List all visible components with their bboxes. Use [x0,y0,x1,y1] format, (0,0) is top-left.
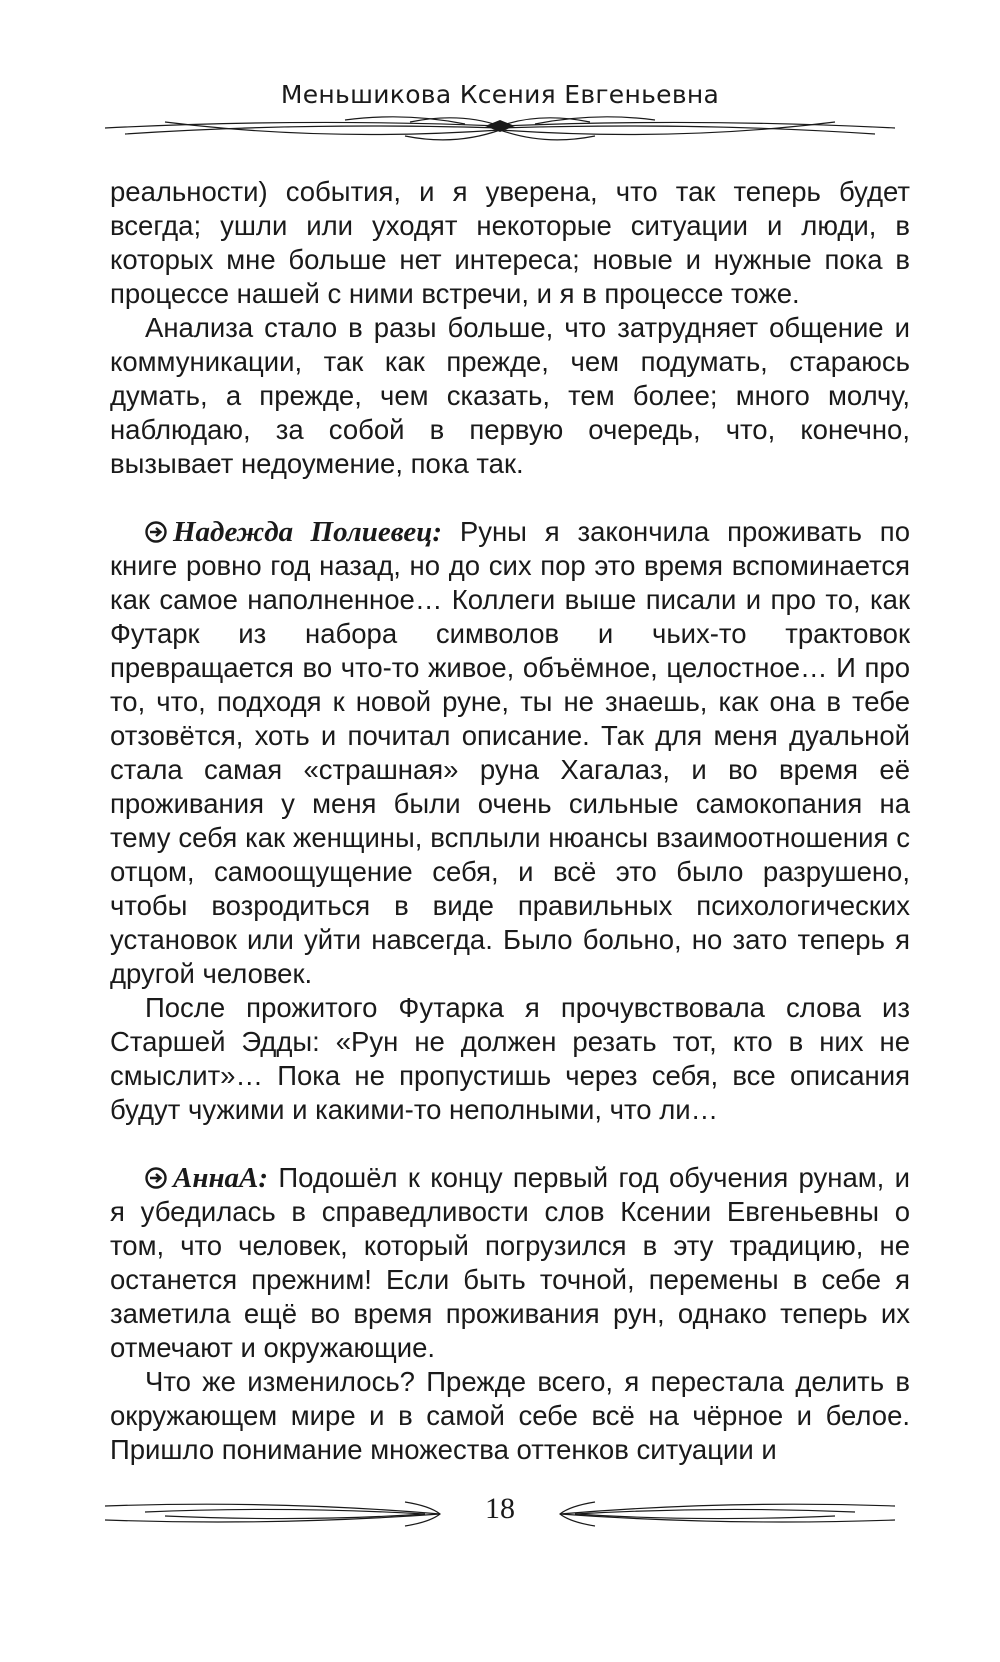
testimonial-paragraph [110,515,910,991]
page-number: 18 [485,1492,515,1525]
running-head-title: Меньшикова Ксения Евгеньевна [280,80,720,109]
circle-arrow-bullet-icon [145,521,167,543]
paragraph: После прожитого Футарка я прочувствовала слова из Старшей Эдды: «Рун не должен резать тот, кто в них не смыслит»… Пока не пропустишь через себя, все описания будут чужими и какими-то неполными, что ли… [110,992,910,1125]
speaker-name: Надежда Полиевец: [173,516,443,548]
paragraph: Анализа стало в разы больше, что затрудняет общение и коммуникации, так как прежде, чем подумать, стараюсь думать, а прежде, чем сказать, тем более; много молчу, наблюдаю, за собой в первую очередь, что, конечно, вызывает недоумение, пока так. [110,312,910,479]
testimonial-paragraph [110,1161,910,1365]
testimonial-text: Подошёл к концу первый год обучения рунам, и я убедилась в справедливости слов Ксении Евгеньевны о том, что человек, который погрузился в эту традицию, не останется прежним! Если быть точной, перемены в себе я заметила ещё во время проживания рун, однако теперь их отмечают и окружающие. [110,1162,910,1363]
testimonial-text: Руны я закончила проживать по книге ровно год назад, но до сих пор это время вспоминается как самое наполненное… Коллеги выше писали и про то, как Футарк из набора символов и чьих-то трактовок превращается во что-то живое, объёмное, целостное… И про то, что, подходя к новой руне, ты не знаешь, как она в тебе отзовётся, хоть и почитал описание. Так для меня дуальной стала самая «страшная» руна Хагалаз, и во время её проживания у меня были очень сильные самокопания на тему себя как женщины, всплыли нюансы взаимоотношения с отцом, самоощущение себя, и всё это было разрушено, чтобы возродиться в виде правильных психологических установок или уйти навсегда. Было больно, но зато теперь я другой человек. [110,516,910,989]
paragraph-continuation: реальности) события, и я уверена, что так теперь будет всегда; ушли или уходят некоторые ситуации и люди, в которых мне больше нет интереса; новые и нужные пока в процессе нашей с ними встречи, и я в процессе тоже. [110,176,910,309]
flourish-right-icon [555,1496,895,1530]
circle-arrow-bullet-icon [145,1167,167,1189]
speaker-name: АннаА: [173,1162,269,1194]
page-footer [105,1488,895,1538]
body-text [110,175,910,1467]
flourish-divider-icon [105,112,895,146]
paragraph: Что же изменилось? Прежде всего, я перестала делить в окружающем мире и в самой себе всё на чёрное и белое. Пришло понимание множества оттенков ситуации и [110,1366,910,1465]
